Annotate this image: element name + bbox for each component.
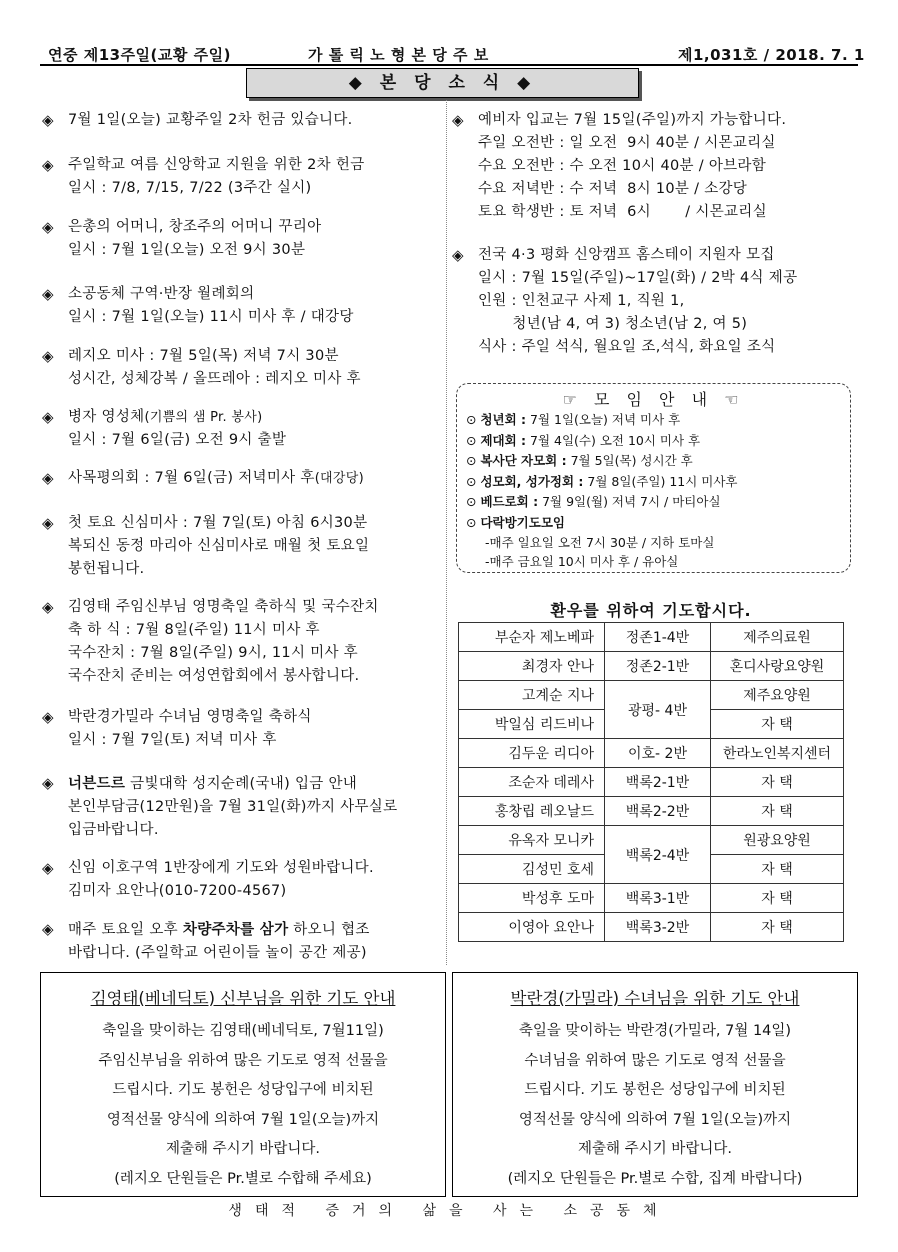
notice-text: 복되신 동정 마리아 신심미사로 매월 첫 토요일 bbox=[68, 538, 370, 554]
notice-line bbox=[42, 283, 354, 306]
notice-item bbox=[42, 154, 365, 200]
table-row bbox=[459, 797, 844, 826]
notice-note: (기쁨의 샘 Pr. 봉사) bbox=[144, 410, 263, 425]
notice-text: 병자 영성체 bbox=[68, 409, 145, 425]
notice-line bbox=[42, 942, 370, 965]
prayer-title: 환우를 위하여 기도합시다. bbox=[550, 601, 752, 620]
notice-text: 7월 1일(오늘) 교황주일 2차 헌금 있습니다. bbox=[68, 112, 353, 128]
box-line: (레지오 단원들은 Pr.별로 수합, 집계 바랍니다) bbox=[507, 1170, 803, 1187]
notice-item bbox=[42, 109, 353, 132]
box-line: 드립시다. 기도 봉헌은 성당입구에 비치된 bbox=[112, 1082, 374, 1098]
notice-text: 주일학교 여름 신앙학교 지원을 위한 2차 헌금 bbox=[68, 157, 365, 173]
footer-motto: 생태적 증거의 삶을 사는 소공동체 bbox=[228, 1203, 670, 1219]
patient-place: 제주의료원 bbox=[711, 623, 844, 652]
notice-text: 입금바랍니다. bbox=[68, 822, 159, 838]
circle-dot-icon: ⊙ bbox=[466, 494, 481, 509]
meeting-name: 베드로회 : bbox=[480, 494, 539, 509]
notice-line: 청년(남 4, 여 3) 청소년(남 2, 여 5) bbox=[478, 316, 748, 332]
box-line: 드립시다. 기도 봉헌은 성당입구에 비치된 bbox=[524, 1082, 786, 1098]
meeting-item bbox=[457, 410, 850, 431]
notice-text: 소공동체 구역·반장 월례회의 bbox=[68, 286, 255, 302]
patient-place: 원광요양원 bbox=[711, 826, 844, 855]
table-row bbox=[459, 913, 844, 942]
patient-place: 자 택 bbox=[711, 768, 844, 797]
notice-line bbox=[42, 796, 397, 819]
meeting-name: 청년회 : bbox=[480, 412, 527, 427]
meeting-name: 다락방기도모임 bbox=[480, 514, 565, 530]
meetings-title: ☞ 모 임 안 내 ☜ bbox=[562, 390, 745, 409]
notice-item bbox=[42, 512, 369, 581]
notice-line bbox=[42, 368, 361, 391]
notice-line: 일시 : 7월 15일(주일)~17일(화) / 2박 4식 제공 bbox=[478, 270, 798, 286]
notice-line: 토요 학생반 : 토 저녁 6시 / 시몬교리실 bbox=[478, 204, 767, 220]
diamond-bullet-icon: ◈ bbox=[452, 246, 464, 264]
notice-text: 일시 : 7/8, 7/15, 7/22 (3주간 실시) bbox=[68, 180, 312, 196]
notice-line bbox=[42, 216, 321, 239]
notice-line: 인원 : 인천교구 사제 1, 직원 1, bbox=[478, 293, 685, 309]
circle-dot-icon: ⊙ bbox=[466, 473, 481, 489]
notice-line bbox=[42, 239, 321, 262]
diamond-bullet-icon: ◈ bbox=[42, 218, 54, 236]
box-line: 제출해 주시기 바랍니다. bbox=[166, 1141, 320, 1157]
meeting-sub-line: -매주 일요일 오전 7시 30분 / 지하 토마실 bbox=[485, 535, 715, 550]
notice-text: 일시 : 7월 1일(오늘) 11시 미사 후 / 대강당 bbox=[68, 309, 354, 325]
meeting-item bbox=[457, 451, 850, 472]
circle-dot-icon: ⊙ bbox=[466, 432, 481, 448]
patient-group: 정존2-1반 bbox=[605, 652, 711, 681]
patient-place: 자 택 bbox=[711, 797, 844, 826]
patient-name: 박일심 리드비나 bbox=[459, 710, 605, 739]
table-row bbox=[459, 652, 844, 681]
notice-text: 레지오 미사 : 7월 5일(목) 저녁 7시 30분 bbox=[68, 348, 339, 364]
meeting-detail: 7월 4일(수) 오전 10시 미사 후 bbox=[526, 432, 701, 448]
notice-item bbox=[42, 596, 379, 688]
notice-text: 신임 이호구역 1반장에게 기도와 성원바랍니다. bbox=[68, 860, 374, 876]
notice-line bbox=[42, 558, 369, 581]
prayer-table bbox=[458, 622, 844, 942]
patient-place: 자 택 bbox=[711, 884, 844, 913]
notice-text: 매주 토요일 오후 bbox=[68, 922, 183, 938]
patient-name: 조순자 데레사 bbox=[459, 768, 605, 797]
notice-item bbox=[42, 772, 397, 842]
prayer-box-sister bbox=[452, 972, 858, 1197]
prayer-box-priest bbox=[40, 972, 446, 1197]
notice-text: 바랍니다. (주일학교 어린이들 놀이 공간 제공) bbox=[68, 945, 367, 961]
meeting-name: 성모회, 성가정회 : bbox=[480, 473, 584, 489]
box-line: 제출해 주시기 바랍니다. bbox=[578, 1141, 732, 1157]
notice-line bbox=[42, 345, 361, 368]
notice-line bbox=[42, 306, 354, 329]
notice-text: 본인부담금(12만원)을 7월 31일(화)까지 사무실로 bbox=[68, 799, 398, 815]
notice-line bbox=[42, 706, 312, 729]
box-line: 영적선물 양식에 의하여 7월 1일(오늘)까지 bbox=[518, 1111, 792, 1128]
notice-item bbox=[42, 345, 361, 391]
notice-item bbox=[42, 283, 354, 329]
patient-group: 정존1-4반 bbox=[605, 623, 711, 652]
meeting-item bbox=[457, 472, 850, 493]
diamond-bullet-icon: ◈ bbox=[42, 347, 54, 365]
patient-group: 백록2-4반 bbox=[605, 826, 711, 884]
box-line: (레지오 단원들은 Pr.별로 수합해 주세요) bbox=[114, 1170, 372, 1187]
notice-text: 김미자 요안나(010-7200-4567) bbox=[68, 883, 287, 899]
circle-dot-icon: ⊙ bbox=[466, 412, 481, 427]
diamond-bullet-icon: ◈ bbox=[42, 408, 54, 426]
patient-name: 최경자 안나 bbox=[459, 652, 605, 681]
patient-group: 백록2-2반 bbox=[605, 797, 711, 826]
notice-line bbox=[42, 109, 353, 132]
meeting-item bbox=[457, 492, 850, 513]
patient-name: 부순자 제노베파 bbox=[459, 623, 605, 652]
notice-line bbox=[42, 918, 370, 942]
notice-text: 금빛대학 성지순례(국내) 입금 안내 bbox=[130, 776, 358, 792]
patient-group: 이호- 2반 bbox=[605, 739, 711, 768]
notice-text: 국수잔치 : 7월 8일(주일) 9시, 11시 미사 후 bbox=[68, 645, 358, 661]
circle-dot-icon: ⊙ bbox=[466, 514, 481, 530]
patient-group: 광평- 4반 bbox=[605, 681, 711, 739]
patient-name: 김성민 호세 bbox=[459, 855, 605, 884]
notice-line: 전국 4·3 평화 신앙캠프 홈스테이 지원자 모집 bbox=[478, 247, 775, 263]
meeting-detail: 7월 9일(월) 저녁 7시 / 마티아실 bbox=[538, 494, 721, 509]
box-line: 영적선물 양식에 의하여 7월 1일(오늘)까지 bbox=[106, 1111, 380, 1128]
notice-line bbox=[42, 512, 369, 535]
notice-line bbox=[42, 880, 374, 903]
notice-line: 수요 저녁반 : 수 저녁 8시 10분 / 소강당 bbox=[478, 181, 748, 197]
notice-item bbox=[452, 244, 797, 359]
notice-text: 하오니 협조 bbox=[288, 922, 370, 938]
patient-place: 자 택 bbox=[711, 913, 844, 942]
meeting-item bbox=[457, 431, 850, 452]
notice-line bbox=[42, 535, 369, 558]
notice-text: 일시 : 7월 1일(오늘) 오전 9시 30분 bbox=[68, 242, 306, 258]
notice-item bbox=[452, 109, 786, 224]
notice-text: 축 하 식 : 7월 8일(주일) 11시 미사 후 bbox=[68, 622, 320, 638]
notice-item bbox=[42, 857, 374, 903]
table-row bbox=[459, 681, 844, 710]
patient-group: 백록3-2반 bbox=[605, 913, 711, 942]
notice-text: 김영태 주임신부님 영명축일 축하식 및 국수잔치 bbox=[68, 599, 379, 615]
notice-line bbox=[42, 772, 397, 796]
notice-note: (대강당) bbox=[314, 471, 365, 486]
diamond-bullet-icon: ◈ bbox=[42, 514, 54, 532]
meeting-sub-line: -매주 금요일 10시 미사 후 / 유아실 bbox=[485, 554, 679, 569]
notice-highlight: 너븐드르 bbox=[68, 775, 126, 792]
notice-text: 은총의 어머니, 창조주의 어머니 꾸리아 bbox=[68, 219, 322, 235]
diamond-bullet-icon: ◈ bbox=[42, 598, 54, 616]
patient-name: 이영아 요안나 bbox=[459, 913, 605, 942]
notice-item bbox=[42, 406, 286, 452]
notice-line bbox=[42, 406, 286, 429]
meeting-detail: 7월 1일(오늘) 저녁 미사 후 bbox=[526, 412, 681, 427]
notice-line: 예비자 입교는 7월 15일(주일)까지 가능합니다. bbox=[478, 112, 787, 128]
notice-line: 수요 오전반 : 수 오전 10시 40분 / 아브라함 bbox=[478, 158, 767, 174]
diamond-bullet-icon: ◈ bbox=[42, 285, 54, 303]
notice-line bbox=[42, 429, 286, 452]
bulletin-title: 가 톨 릭 노 형 본 당 주 보 bbox=[308, 46, 489, 64]
patient-group: 백록2-1반 bbox=[605, 768, 711, 797]
notice-line: 식사 : 주일 석식, 월요일 조,석식, 화요일 조식 bbox=[478, 339, 776, 355]
patient-place: 제주요양원 bbox=[711, 681, 844, 710]
notice-text: 사목평의회 : 7월 6일(금) 저녁미사 후 bbox=[68, 470, 315, 486]
notice-line bbox=[42, 154, 365, 177]
notice-line bbox=[42, 857, 374, 880]
header-rule bbox=[40, 64, 858, 66]
notice-text: 박란경가밀라 수녀님 영명축일 축하식 bbox=[68, 709, 312, 725]
notice-item bbox=[42, 467, 364, 490]
notice-item bbox=[42, 918, 370, 965]
table-row bbox=[459, 768, 844, 797]
notice-text: 일시 : 7월 6일(금) 오전 9시 출발 bbox=[68, 432, 287, 448]
notice-line bbox=[42, 619, 379, 642]
issue-date: 제1,031호 / 2018. 7. 1 bbox=[678, 46, 865, 64]
notice-line bbox=[42, 642, 379, 665]
box-title: 박란경(가밀라) 수녀님을 위한 기도 안내 bbox=[510, 989, 800, 1008]
patient-place: 한라노인복지센터 bbox=[711, 739, 844, 768]
box-line: 주임신부님을 위하여 많은 기도로 영적 선물을 bbox=[98, 1052, 388, 1069]
table-row bbox=[459, 623, 844, 652]
diamond-bullet-icon: ◈ bbox=[452, 111, 464, 129]
box-line: 수녀님을 위하여 많은 기도로 영적 선물을 bbox=[524, 1052, 786, 1069]
notice-highlight: 차량주차를 삼가 bbox=[182, 921, 289, 938]
table-row bbox=[459, 884, 844, 913]
diamond-bullet-icon: ◈ bbox=[42, 469, 54, 487]
column-divider bbox=[446, 100, 447, 965]
diamond-bullet-icon: ◈ bbox=[42, 774, 54, 792]
box-title: 김영태(베네딕토) 신부님을 위한 기도 안내 bbox=[90, 989, 396, 1008]
patient-name: 홍창립 레오날드 bbox=[459, 797, 605, 826]
notice-text: 봉헌됩니다. bbox=[68, 561, 145, 577]
patient-group: 백록3-1반 bbox=[605, 884, 711, 913]
notice-text: 성시간, 성체강복 / 올뜨레아 : 레지오 미사 후 bbox=[68, 371, 361, 387]
patient-name: 고계순 지나 bbox=[459, 681, 605, 710]
notice-line bbox=[42, 177, 365, 200]
notice-line bbox=[42, 665, 379, 688]
notice-item bbox=[42, 706, 312, 752]
meeting-name: 제대회 : bbox=[480, 432, 527, 448]
patient-place: 자 택 bbox=[711, 710, 844, 739]
diamond-bullet-icon: ◈ bbox=[42, 111, 54, 129]
meeting-name: 복사단 자모회 : bbox=[480, 453, 567, 468]
diamond-bullet-icon: ◈ bbox=[42, 156, 54, 174]
patient-name: 박성후 도마 bbox=[459, 884, 605, 913]
bulletin-header bbox=[40, 40, 865, 64]
box-line: 축일을 맞이하는 김영태(베네딕토, 7월11일) bbox=[102, 1023, 384, 1039]
meetings-box bbox=[456, 383, 851, 573]
notice-line bbox=[42, 729, 312, 752]
notice-line: 주일 오전반 : 일 오전 9시 40분 / 시몬교리실 bbox=[478, 135, 776, 151]
notice-line bbox=[42, 596, 379, 619]
diamond-bullet-icon: ◈ bbox=[42, 920, 54, 938]
patient-name: 김두운 리디아 bbox=[459, 739, 605, 768]
diamond-bullet-icon: ◈ bbox=[42, 859, 54, 877]
table-row bbox=[459, 826, 844, 855]
section-banner: ◆ 본 당 소 식 ◆ bbox=[246, 68, 639, 98]
notice-item bbox=[42, 216, 321, 262]
patient-name: 유옥자 모니카 bbox=[459, 826, 605, 855]
patient-place: 자 택 bbox=[711, 855, 844, 884]
notice-text: 첫 토요 신심미사 : 7월 7일(토) 아침 6시30분 bbox=[68, 515, 368, 531]
meeting-item bbox=[457, 513, 850, 534]
notice-text: 일시 : 7월 7일(토) 저녁 미사 후 bbox=[68, 732, 277, 748]
table-row bbox=[459, 739, 844, 768]
meeting-detail: 7월 5일(목) 성시간 후 bbox=[566, 453, 693, 468]
notice-line bbox=[42, 819, 397, 842]
notice-text: 국수잔치 준비는 여성연합회에서 봉사합니다. bbox=[68, 668, 360, 684]
meeting-detail: 7월 8일(주일) 11시 미사후 bbox=[583, 473, 738, 489]
circle-dot-icon: ⊙ bbox=[466, 453, 481, 468]
diamond-bullet-icon: ◈ bbox=[42, 708, 54, 726]
liturgical-day: 연중 제13주일(교황 주일) bbox=[48, 46, 231, 64]
patient-place: 혼디사랑요양원 bbox=[711, 652, 844, 681]
notice-line bbox=[42, 467, 364, 490]
box-line: 축일을 맞이하는 박란경(가밀라, 7월 14일) bbox=[518, 1023, 792, 1039]
